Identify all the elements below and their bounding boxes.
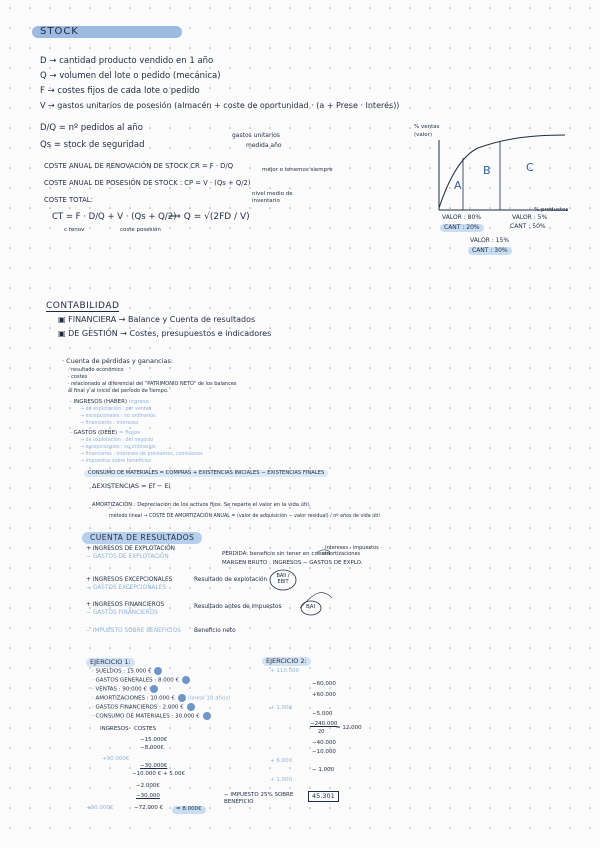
ej1-ingresos-header: INGRESOS	[100, 726, 129, 732]
bai-circle	[301, 601, 321, 615]
abc-y-label2: (valor)	[414, 132, 433, 138]
ej1-sueldos	[92, 667, 162, 675]
bai-arrow	[300, 593, 332, 608]
ej1-consumo-dot	[203, 712, 211, 720]
consumo-materiales: CONSUMO DE MATERIALES = COMPRAS + EXISTENCIAS INICIALES − EXISTENCIAS FINALES	[84, 470, 328, 477]
gastos-line-3: → financieros : intereses de préstamos, comisiones	[80, 452, 203, 457]
gastos-line-4: → impuestos sobre beneficios	[80, 459, 152, 464]
ej2-v7: −10.000	[312, 749, 336, 755]
stock-dq: D/Q = nº pedidos al año	[40, 123, 143, 133]
coste-total-formula: CT = F · D/Q + V · (Qs + Q/2)	[52, 212, 177, 222]
contabilidad-financiera-text: FINANCIERA → Balance y Cuenta de resultados	[68, 315, 256, 324]
ej1-sum: +90.000€	[86, 805, 114, 811]
cr-margen-bruto: MARGEN BRUTO : INGRESOS − GASTOS DE EXPLO.	[222, 560, 363, 566]
cr-gastos-financieros: − GASTOS FINANCIEROS	[86, 610, 158, 616]
ej1-amortizaciones	[92, 694, 230, 702]
cr-resultado-antes-impuestos: Resultado antes de impuestos	[194, 604, 282, 610]
ejercicio-1-title: EJERCICIO 1:	[86, 658, 135, 667]
cr-gastos-explotacion: − GASTOS DE EXPLOTACIÓN	[86, 554, 169, 560]
cr-ingresos-excepcionales: + INGRESOS EXCEPCIONALES	[86, 577, 173, 583]
abc-c-cant: CANT : 50%	[510, 223, 546, 230]
ej1-gastos-financieros-dot	[187, 703, 195, 711]
abc-b-cant: CANT : 30%	[468, 247, 512, 255]
stock-def-v: V → gastos unitarios de posesión (almacén + coste de oportunidad · (a + Prese · Interés))	[40, 101, 400, 110]
note-medida: medida año	[246, 142, 282, 149]
ej1-gastos-financieros-text: · GASTOS FINANCIEROS : 2.000 €	[92, 704, 184, 711]
ej1-amortizaciones-note: (lineal 10 años)	[187, 695, 231, 702]
cpg-heading: · Cuenta de pérdidas y ganancias:	[62, 357, 174, 365]
stock-qs: Qs = stock de seguridad	[40, 140, 145, 150]
gastos-heading-text: · GASTOS (DEBE)	[70, 430, 118, 436]
cr-beneficio-neto: Beneficio neto	[194, 628, 236, 634]
ej1-consumo	[92, 712, 211, 720]
stock-title: STOCK	[40, 26, 79, 37]
cr-impuesto-beneficios: − IMPUESTO SOBRE BENEFICIOS	[86, 628, 181, 634]
ej2-v2: +60.000	[312, 692, 336, 698]
ej1-c2: −8.000€	[140, 745, 164, 751]
ej1-costes-header: COSTES	[134, 726, 156, 732]
abc-a-valor: VALOR : 80%	[442, 214, 482, 221]
amortizacion-metodo: · método lineal → COSTE DE AMORTIZACIÓN ANUAL = (valor de adquisición − valor residual) / nº años de vida útil	[106, 514, 380, 519]
ej2-v4: −5.000	[312, 711, 333, 717]
cr-bait: BAII / EBIT	[276, 573, 290, 585]
cpg-line-3: · relacionado al diferencial del "PATRIMONIO NETO" de los balances	[68, 381, 237, 387]
ej2-v5b: 20	[318, 729, 325, 735]
ej1-gastos-financieros	[92, 703, 195, 711]
note-gastos: gastos unitarios	[232, 132, 280, 139]
delta-existencias: ΔEXISTENCIAS = Ef − Ei	[92, 482, 171, 490]
ej1-c7: −72.000 €	[134, 805, 164, 811]
contabilidad-gestion-text: DE GESTIÓN → Costes, presupuestos e indicadores	[68, 329, 272, 338]
coste-posesion: COSTE ANUAL DE POSESIÓN DE STOCK : CP = V · (Qs + Q/2)	[44, 179, 251, 187]
stock-def-d: D → cantidad producto vendido en 1 año	[40, 56, 214, 66]
ej2-v9: − 1.000	[312, 767, 335, 773]
cpg-line-4: al final y al inicio del periodo de tiempo.	[68, 388, 169, 394]
abc-label-a: A	[454, 179, 462, 192]
cr-ingresos-financieros: + INGRESOS FINANCIEROS	[86, 602, 165, 608]
gastos-heading-note: = flujos	[118, 430, 141, 436]
ej1-result: = 8.000€	[172, 806, 206, 814]
ej1-consumo-text: · CONSUMO DE MATERIALES : 30.000 €	[92, 713, 200, 720]
ingresos-line-1: → de explotación : por ventas	[80, 407, 152, 412]
q-optimo-formula: ⟹ Q = √(2FD / V)	[168, 212, 250, 222]
ej1-sueldos-dot	[154, 667, 162, 675]
ej1-gastos-generales-dot	[182, 676, 190, 684]
ej1-ventas-dot	[150, 685, 158, 693]
ej1-ventas	[92, 685, 158, 693]
ingresos-line-3: → financieros : intereses	[80, 421, 139, 426]
ej2-v5: −240.000	[310, 721, 338, 727]
perdida-bracket	[316, 550, 330, 553]
ej1-amortizaciones-dot	[178, 694, 186, 702]
ej2-v3: + 1.000	[270, 705, 293, 711]
ej1-c4: −10.000 € + 5.00€	[132, 771, 185, 777]
abc-c-valor: VALOR : 5%	[512, 214, 548, 221]
ej1-sueldos-text: · SUELDOS : 15.000 €	[92, 668, 152, 675]
gastos-line-1: → de explotación : del negocio	[80, 438, 154, 443]
ejercicio-2-title: EJERCICIO 2:	[262, 657, 311, 666]
cr-perdida-list: · intereses · impuestos · amortizaciones	[322, 545, 382, 558]
note-nivel-medio: nivel medio de inventario	[252, 191, 293, 204]
gastos-line-2: → excepcionales : no ordinarios	[80, 445, 156, 450]
bait-circle	[270, 570, 296, 590]
ej2-result: 45.301	[308, 791, 339, 802]
cpg-line-1: · resultado económico	[68, 367, 124, 373]
abc-label-c: C	[526, 161, 534, 174]
abc-x-label: % productos	[534, 207, 569, 213]
stock-def-q: Q → volumen del lote o pedido (mecánica)	[40, 71, 221, 81]
cr-resultado-explotacion: Resultado de explotación	[194, 577, 268, 583]
ej1-gastos-generales-text: · GASTOS GENERALES : 8.000 €	[92, 677, 180, 684]
ingresos-heading-text: · INGRESOS (HABER)	[70, 399, 128, 405]
contabilidad-gestion: ▣ DE GESTIÓN → Costes, presupuestos e indicadores	[58, 329, 272, 338]
abc-label-b: B	[483, 164, 491, 177]
ct-posesion-label: coste posesión	[120, 227, 161, 233]
ingresos-line-2: → excepcionales : no ordinarios	[80, 414, 156, 419]
cpg-line-2: · costes	[68, 374, 88, 380]
ingresos-heading-note: ingreso	[128, 399, 150, 405]
cuenta-resultados-title: CUENTA DE RESULTADOS	[82, 532, 202, 544]
ej1-ventas-text: · VENTAS : 90.000 €	[92, 686, 147, 693]
ej2-v8: + 6.000	[270, 758, 293, 764]
abc-a-cant: CANT : 20%	[440, 224, 484, 232]
cr-perdida: PÉRDIDA: beneficio sin tener en cuenta	[222, 551, 331, 557]
cr-gastos-excepcionales: − GASTOS EXCEPCIONALES	[86, 585, 167, 591]
contabilidad-title: CONTABILIDAD	[46, 301, 120, 311]
ej2-top: + 110.000	[270, 668, 300, 674]
abc-b-valor: VALOR : 15%	[470, 237, 510, 244]
ej2-v6: −40.000	[312, 740, 336, 746]
ej1-amortizaciones-text: · AMORTIZACIONES : 10.000 €	[92, 695, 175, 702]
coste-total-label: COSTE TOTAL:	[44, 196, 93, 204]
ej2-impuesto: − IMPUESTO 25% SOBRE BENEFICIO	[224, 792, 294, 805]
cr-bai: BAI	[306, 604, 316, 610]
note-inventario: mejor o tenemos siempre	[262, 167, 333, 173]
amortizacion: AMORTIZACIÓN : Depreciación de los activos fijos. Se reparte el valor en la vida útil.	[92, 502, 311, 508]
ej1-plus: +90.000€	[102, 756, 130, 762]
ej2-v5c: = 12.000	[336, 725, 362, 731]
cr-ingresos-explotacion: + INGRESOS DE EXPLOTACIÓN	[86, 546, 175, 552]
stock-def-f: F → costes fijos de cada lote o pedido	[40, 86, 200, 96]
ej2-v10: + 1.000	[270, 777, 293, 783]
contabilidad-financiera: ▣ FINANCIERA → Balance y Cuenta de resultados	[58, 315, 256, 324]
ej1-gastos-generales	[92, 676, 190, 684]
coste-renovacion: COSTE ANUAL DE RENOVACIÓN DE STOCK CR = F · D/Q	[44, 162, 234, 170]
abc-y-label: % ventas	[414, 124, 440, 130]
ej1-c1: −15.000€	[140, 737, 168, 743]
ej1-c3: −30.000€	[140, 763, 168, 769]
ej2-v1: −60.000	[312, 681, 336, 687]
ct-renovacion-label: c.renov	[64, 227, 85, 233]
ej1-c5: −2.000€	[136, 783, 160, 789]
ej1-c6: −30.000	[136, 793, 160, 799]
